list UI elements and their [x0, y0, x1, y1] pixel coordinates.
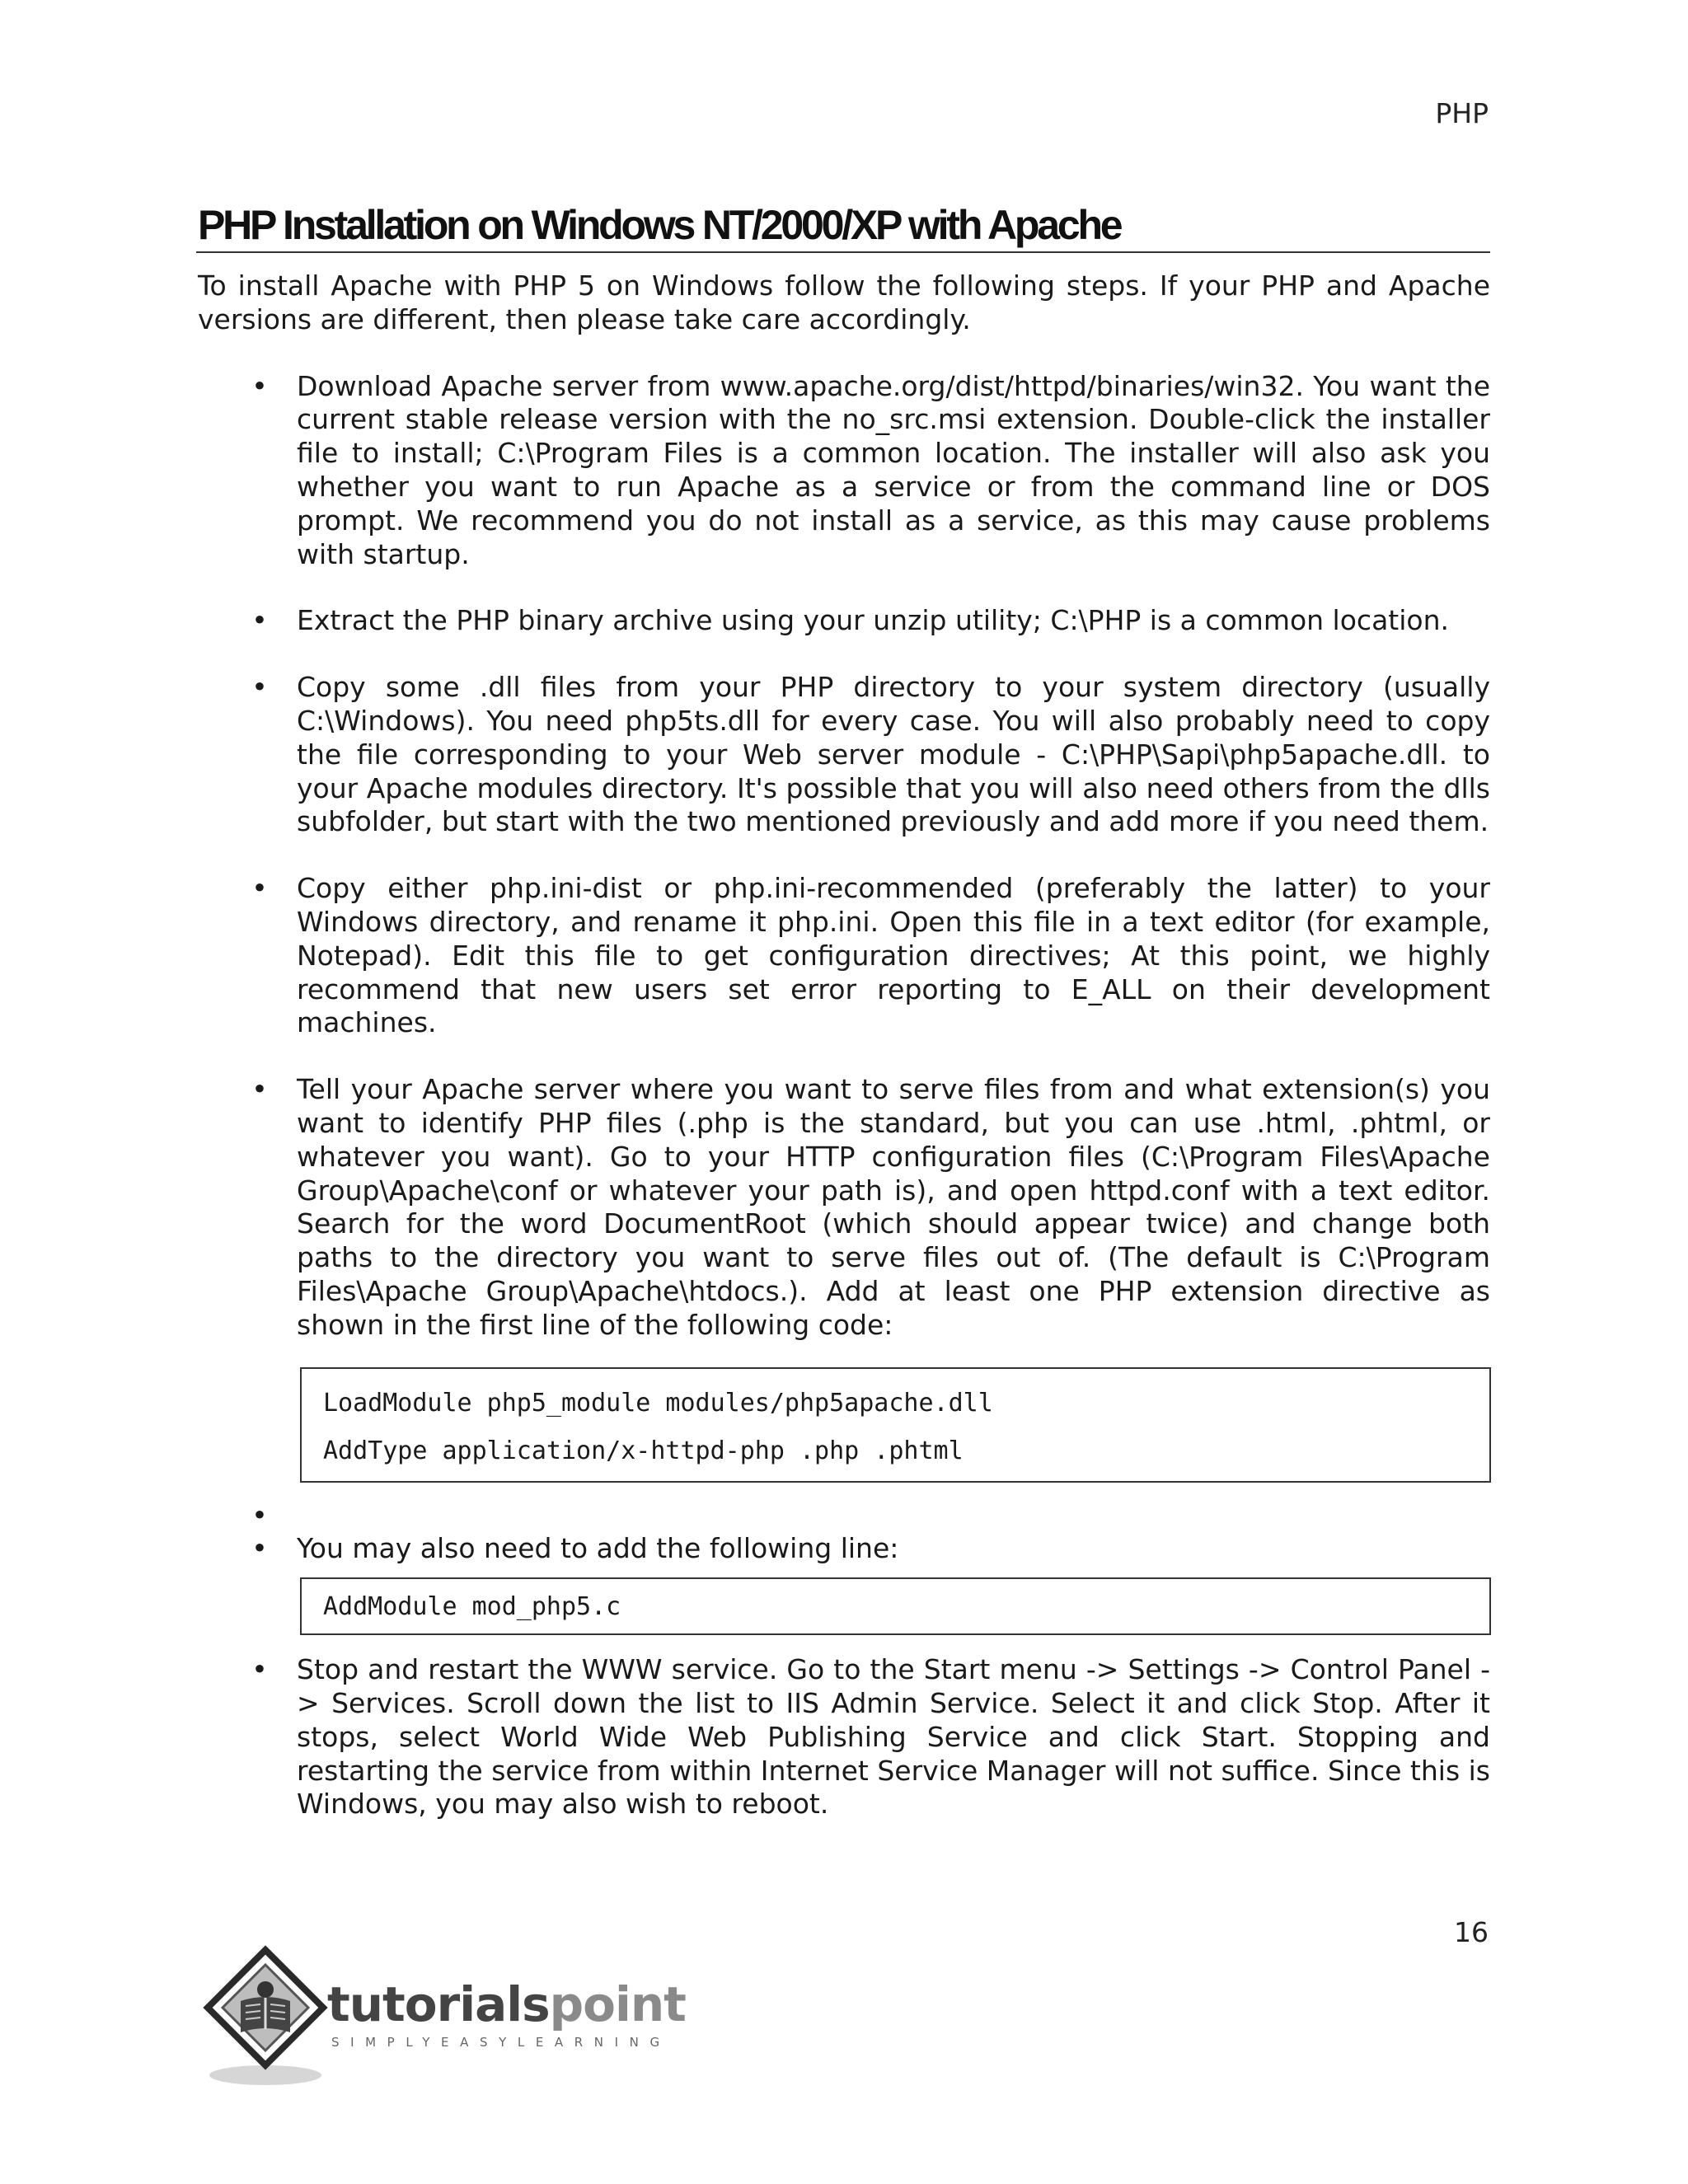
code-block-addmodule [300, 1577, 1491, 1635]
code-line: AddModule mod_php5.c [323, 1592, 621, 1622]
document-body [198, 269, 1490, 1821]
step-restart-service [198, 1653, 1490, 1821]
logo-wordmark: tutorialspoint [327, 1976, 686, 2032]
step-copy-dll [198, 671, 1490, 839]
bullet-icon: • [251, 369, 268, 402]
step-configure-apache [198, 1073, 1490, 1342]
step-text: Copy some .dll files from your PHP directory to your system directory (usually C:\Windows). You need php5ts.dll for every case. You will also probably need to copy the file corresponding to your Web server module - C:\PHP\Sapi\php5apache.dll. to your Apache modules directory. It's possible that you will also need others from the dlls subfolder, but start with the two mentioned previously and add more if you need them. [297, 671, 1490, 838]
step-text: Download Apache server from www.apache.org/dist/httpd/binaries/win32. You want the current stable release version with the no_src.msi extension. Double-click the installer file to install; C:\Program Files is a common location. The installer will also ask you whether you want to run Apache as a service or from the command line or DOS prompt. We recommend you do not install as a service, as this may cause problems with startup. [297, 369, 1490, 570]
page-number: 16 [1454, 1916, 1489, 1948]
step-copy-php-ini [198, 872, 1490, 1040]
step-extract-php [198, 604, 1490, 638]
installation-steps [198, 370, 1490, 1343]
bullet-icon: • [251, 671, 268, 704]
code-line: AddType application/x-httpd-php .php .phtml [323, 1436, 964, 1465]
code-line: LoadModule php5_module modules/php5apache.dll [323, 1388, 993, 1418]
tutorialspoint-logo [199, 1943, 686, 2092]
bullet-icon: • [251, 872, 268, 905]
installation-steps-continued [198, 1499, 1490, 1567]
title-underline [196, 251, 1490, 253]
step-add-module-line [198, 1532, 1490, 1566]
intro-paragraph: To install Apache with PHP 5 on Windows follow the following steps. If your PHP and Apache versions are different, then please take care accordingly. [198, 269, 1490, 335]
step-text: Copy either php.ini-dist or php.ini-recommended (preferably the latter) to your Windows directory, and rename it php.ini. Open this file in a text editor (for example, Notepad). Edit this file to get configuration directives; At this point, we highly recommend that new users set error reporting to E_ALL on their development machines. [297, 872, 1490, 1039]
step-text: Tell your Apache server where you want to serve files from and what extension(s) you want to identify PHP files (.php is the standard, but you can use .html, .phtml, or whatever you want). Go to your HTTP configuration files (C:\Program Files\Apache Group\Apache\conf or whatever your path is), and open httpd.conf with a text editor. Search for the word DocumentRoot (which should appear twice) and change both paths to the directory you want to serve files out of. (The default is C:\Program Files\Apache Group\Apache\htdocs.). Add at least one PHP extension directive as shown in the first line of the following code: [297, 1073, 1490, 1341]
bullet-icon: • [251, 1073, 268, 1106]
bullet-icon: • [251, 1498, 268, 1531]
logo-tagline: SIMPLYEASYLEARNING [331, 2035, 671, 2050]
step-download-apache [198, 370, 1490, 572]
bullet-icon: • [251, 1653, 268, 1686]
step-text: Stop and restart the WWW service. Go to the Start menu -> Settings -> Control Panel -> Services. Scroll down the list to IIS Admin Service. Select it and click Stop. After it stops, select World Wide Web Publishing Service and click Start. Stopping and restarting the service from within Internet Service Manager will not suffice. Since this is Windows, you may also wish to reboot. [297, 1653, 1490, 1821]
step-text: You may also need to add the following line: [297, 1532, 899, 1565]
logo-emblem-icon [199, 1943, 331, 2092]
installation-steps-final [198, 1653, 1490, 1821]
page-title: PHP Installation on Windows NT/2000/XP with Apache [198, 202, 1121, 248]
page-header-label: PHP [1435, 97, 1489, 129]
code-block-loadmodule [300, 1367, 1491, 1483]
empty-step [198, 1499, 1490, 1533]
bullet-icon: • [251, 1532, 268, 1565]
bullet-icon: • [251, 604, 268, 637]
step-text: Extract the PHP binary archive using your unzip utility; C:\PHP is a common location. [297, 604, 1449, 637]
